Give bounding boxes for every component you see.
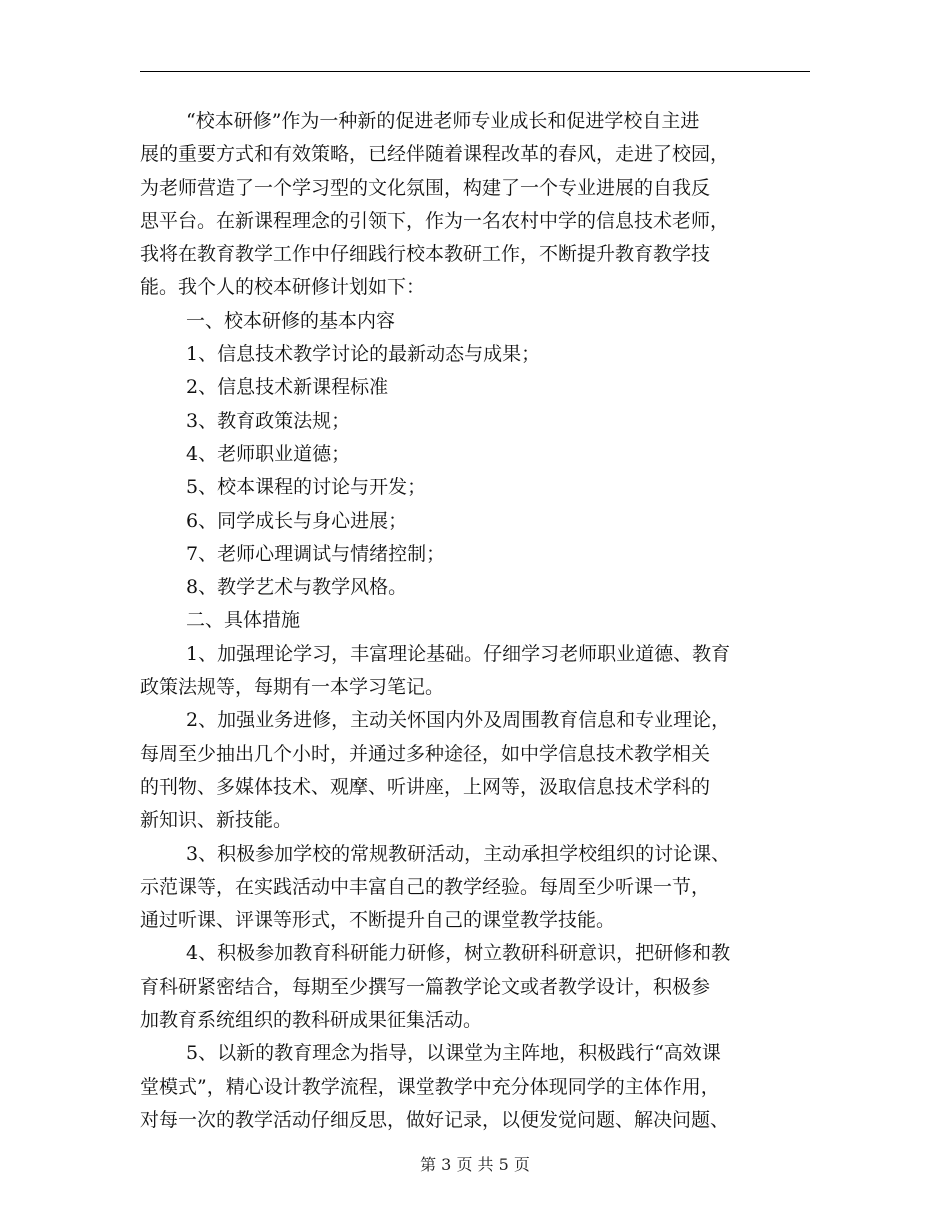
section-heading-measures: 二、具体措施 xyxy=(186,609,301,632)
content-list-item: 8、教学艺术与教学风格。 xyxy=(186,576,408,599)
paragraph-intro-line: 为老师营造了一个学习型的文化氛围，构建了一个专业进展的自我反 xyxy=(140,176,711,199)
content-list-item: 1、信息技术教学讨论的最新动态与成果； xyxy=(186,343,541,366)
measure-paragraph-line: 的刊物、多媒体技术、观摩、听讲座，上网等，汲取信息技术学科的 xyxy=(140,775,711,798)
measure-paragraph-line: 政策法规等，每期有一本学习笔记。 xyxy=(140,676,445,699)
measure-paragraph-line: 加教育系统组织的教科研成果征集活动。 xyxy=(140,1009,483,1032)
document-body xyxy=(140,105,810,1137)
measure-paragraph-line: 对每一次的教学活动仔细反思，做好记录，以便发觉问题、解决问题、 xyxy=(140,1108,730,1131)
measure-paragraph-line: 1、加强理论学习，丰富理论基础。仔细学习老师职业道德、教育 xyxy=(186,642,731,665)
paragraph-intro-line: 展的重要方式和有效策略，已经伴随着课程改革的春风，走进了校园， xyxy=(140,143,730,166)
content-list-item: 3、教育政策法规； xyxy=(186,409,351,432)
content-list-item: 5、校本课程的讨论与开发； xyxy=(186,476,427,499)
paragraph-intro-line: “校本研修”作为一种新的促进老师专业成长和促进学校自主进 xyxy=(186,110,700,132)
measure-paragraph-line: 3、积极参加学校的常规教研活动，主动承担学校组织的讨论课、 xyxy=(186,842,731,865)
measure-paragraph-line: 育科研紧密结合，每期至少撰写一篇教学论文或者教学设计，积极参 xyxy=(140,975,711,998)
content-list-item: 6、同学成长与身心进展； xyxy=(186,509,408,532)
section-heading-content: 一、校本研修的基本内容 xyxy=(186,309,396,332)
paragraph-intro-line: 思平台。在新课程理念的引领下，作为一名农村中学的信息技术老师， xyxy=(140,209,730,232)
measure-paragraph-line: 5、以新的教育理念为指导，以课堂为主阵地，积极践行“高效课 xyxy=(186,1042,721,1065)
measure-paragraph-line: 新知识、新技能。 xyxy=(140,809,293,832)
measure-paragraph-line: 4、积极参加教育科研能力研修，树立教研科研意识，把研修和教 xyxy=(186,942,731,965)
measure-paragraph-line: 示范课等，在实践活动中丰富自己的教学经验。每周至少听课一节， xyxy=(140,875,711,898)
measure-paragraph-line: 通过听课、评课等形式，不断提升自己的课堂教学技能。 xyxy=(140,909,616,932)
measure-paragraph-line: 堂模式”，精心设计教学流程，课堂教学中充分体现同学的主体作用， xyxy=(140,1075,720,1098)
content-list-item: 7、老师心理调试与情绪控制； xyxy=(186,542,446,565)
measure-paragraph-line: 2、加强业务进修，主动关怀国内外及周围教育信息和专业理论， xyxy=(186,709,731,732)
page-number-label: 第 3 页 共 5 页 xyxy=(420,1155,530,1174)
content-list-item: 4、老师职业道德； xyxy=(186,442,351,465)
paragraph-intro-line: 我将在教育教学工作中仔细践行校本教研工作，不断提升教育教学技 xyxy=(140,243,711,266)
content-list-item: 2、信息技术新课程标准 xyxy=(186,376,389,399)
measure-paragraph-line: 每周至少抽出几个小时，并通过多种途径，如中学信息技术教学相关 xyxy=(140,742,711,765)
page-footer xyxy=(0,1152,950,1175)
header-rule xyxy=(140,71,810,72)
paragraph-intro-line: 能。我个人的校本研修计划如下： xyxy=(140,276,426,299)
